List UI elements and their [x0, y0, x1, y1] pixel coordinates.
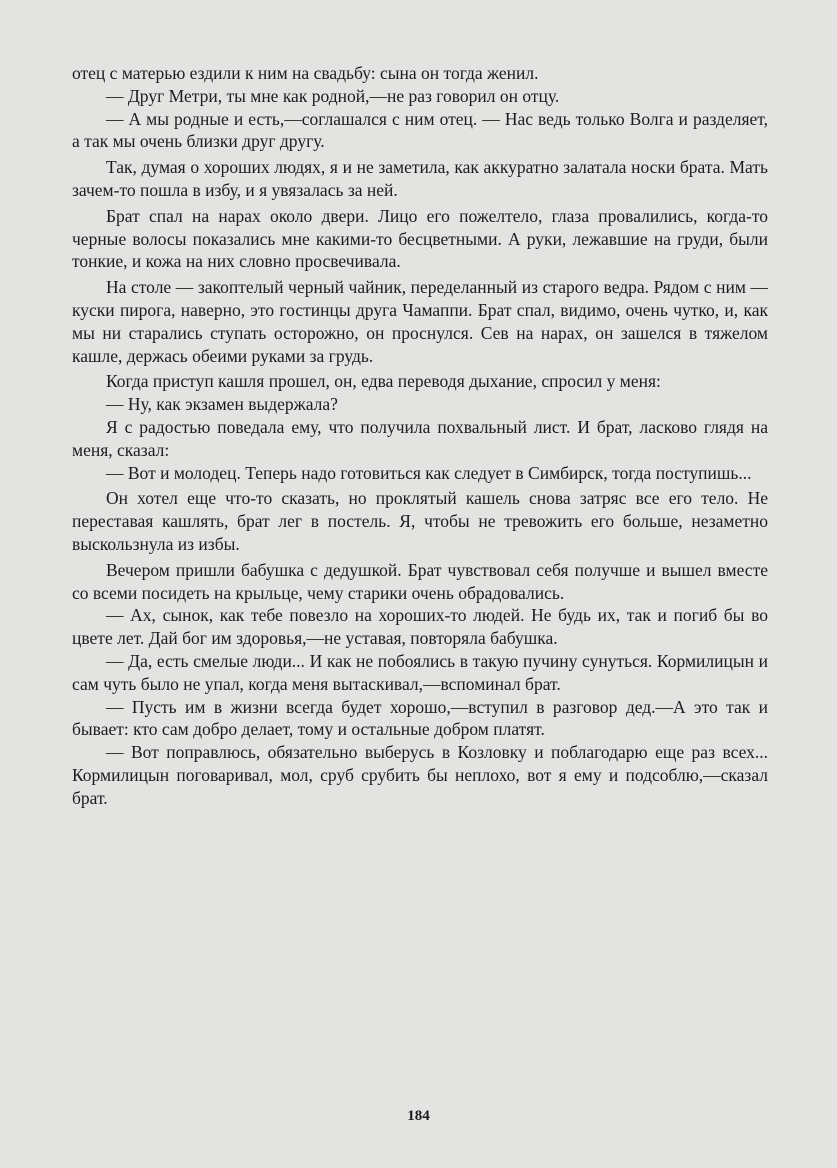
body-text: [72, 62, 768, 810]
paragraph-2: — Друг Метри, ты мне как родной,—не раз говорил он отцу.: [106, 85, 560, 106]
paragraph-7: Когда приступ кашля прошел, он, едва переводя дыхание, спросил у меня:: [106, 371, 661, 392]
paragraph-14: — Да, есть смелые люди... И как не побоялись в такую пучину сунуться. Кормилицын и сам чуть было не упал, когда меня вытаскивал,—вспоминал брат.: [72, 650, 768, 694]
paragraph-12: Вечером пришли бабушка с дедушкой. Брат чувствовал себя получше и вышел вместе со всеми посидеть на крыльце, чему старики очень обрадовались.: [72, 559, 768, 603]
paragraph-5: Брат спал на нарах около двери. Лицо его пожелтело, глаза провалились, когда-то черные волосы показались мне какими-то бесцветными. А руки, лежавшие на груди, были тонкие, и кожа на них словно просвечивала.: [72, 205, 768, 272]
paragraph-8: — Ну, как экзамен выдержала?: [106, 394, 338, 415]
paragraph-13: — Ах, сынок, как тебе повезло на хороших-то людей. Не будь их, так и погиб бы во цвете лет. Дай бог им здоровья,—не уставая, повторяла бабушка.: [72, 605, 768, 649]
paragraph-9: Я с радостью поведала ему, что получила похвальный лист. И брат, ласково глядя на меня, сказал:: [72, 416, 768, 460]
paragraph-11: Он хотел еще что-то сказать, но проклятый кашель снова затряс все его тело. Не переставая кашлять, брат лег в постель. Я, чтобы не тревожить его больше, незаметно выскользнула из избы.: [72, 488, 768, 554]
paragraph-3: — А мы родные и есть,—соглашался с ним отец. — Нас ведь только Волга и разделяет, а так мы очень близки друг другу.: [72, 108, 768, 152]
paragraph-10: — Вот и молодец. Теперь надо готовиться как следует в Симбирск, тогда поступишь...: [106, 462, 752, 483]
paragraph-6: На столе — закоптелый черный чайник, переделанный из старого ведра. Рядом с ним — куски пирога, наверно, это гостинцы друга Чамаппи. Брат спал, видимо, очень чутко, и, как мы ни старались ступать осторожно, он проснулся. Сев на нарах, он зашелся в тяжелом кашле, держась обеими руками за грудь.: [72, 277, 768, 366]
paragraph-4: Так, думая о хороших людях, я и не заметила, как аккуратно залатала носки брата. Мать зачем-то пошла в избу, и я увязалась за ней.: [72, 157, 768, 200]
page-number: 184: [407, 1108, 430, 1124]
paragraph-16: — Вот поправлюсь, обязательно выберусь в Козловку и поблагодарю еще раз всех... Кормилицын поговаривал, мол, сруб срубить бы неплохо, вот я ему и подсоблю,—сказал брат.: [72, 742, 768, 808]
paragraph-15: — Пусть им в жизни всегда будет хорошо,—вступил в разговор дед.—А это так и бывает: кто сам добро делает, тому и остальные добром платят.: [72, 696, 768, 740]
paragraph-1: отец с матерью ездили к ним на свадьбу: сына он тогда женил.: [72, 63, 539, 83]
